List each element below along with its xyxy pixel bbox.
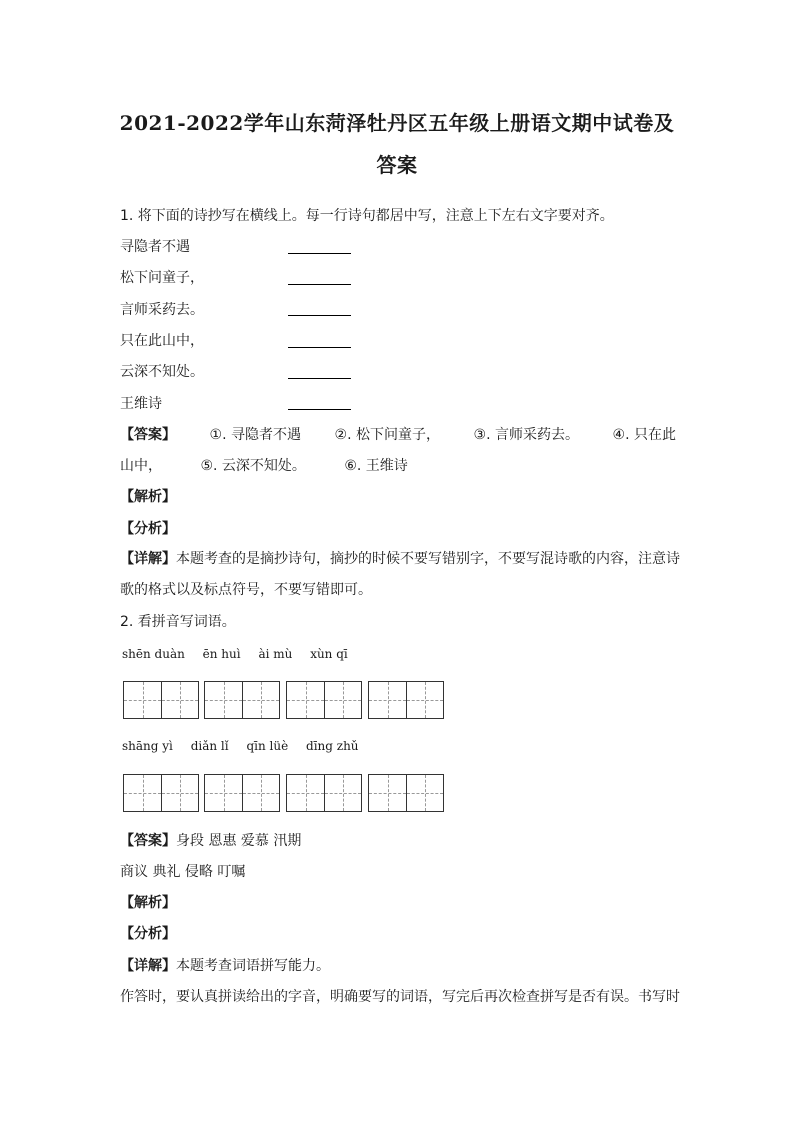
tianzige-cell[interactable] (161, 775, 198, 811)
tianzige-cell[interactable] (324, 682, 361, 718)
answer-blank-2[interactable] (288, 284, 351, 285)
tianzige-cell[interactable] (205, 775, 242, 811)
document-title (100, 102, 694, 186)
q1-answer-row-2 (120, 456, 442, 476)
tianzige-cell[interactable] (369, 775, 406, 811)
tianzige-cell[interactable] (287, 682, 324, 718)
answer-blank-3[interactable] (288, 315, 351, 316)
q2-prompt: 2. 看拼音写词语。 (120, 614, 236, 630)
q2-explanation-continued: 作答时，要认真拼读给出的字音，明确要写的词语，写完后再次检查拼写是否有误。书写时 (120, 989, 680, 1005)
pinyin-row-2 (122, 738, 373, 754)
tianzige-cell[interactable] (161, 682, 198, 718)
tianzige-box[interactable] (204, 774, 280, 812)
tianzige-box[interactable] (286, 681, 362, 719)
title-line-2: 答案 (376, 153, 418, 177)
pinyin-3: ài mù (258, 647, 293, 661)
title-line-1: 2021-2022学年山东菏泽牡丹区五年级上册语文期中试卷及 (119, 111, 675, 135)
answer-item-6: ⑥. 王维诗 (344, 458, 408, 474)
q1-answer-row-1 (120, 425, 676, 445)
q2-explanation (120, 956, 330, 976)
q1-explanation (120, 544, 680, 606)
poem-line-4: 只在此山中， (120, 333, 204, 349)
tianzige-cell[interactable] (406, 682, 443, 718)
q1-prompt: 1. 将下面的诗抄写在横线上。每一行诗句都居中写，注意上下左右文字要对齐。 (120, 208, 614, 224)
q2-fenxi-tag: 【分析】 (120, 926, 176, 942)
answer-item-1: ①. 寻隐者不遇 (209, 427, 301, 443)
pinyin-row-1 (122, 646, 362, 662)
answer-item-5: ⑤. 云深不知处。 (200, 458, 306, 474)
xiangjie-tag: 【详解】 (120, 551, 176, 567)
tianzige-cell[interactable] (124, 682, 161, 718)
poem-line-3: 言师采药去。 (120, 302, 204, 318)
poem-line-6: 王维诗 (120, 396, 162, 412)
answer-blank-4[interactable] (288, 347, 351, 348)
pinyin-7: qīn lüè (246, 739, 289, 753)
answer-item-2: ②. 松下问童子， (334, 427, 440, 443)
answer-tag: 【答案】 (120, 833, 176, 849)
tianzige-cell[interactable] (205, 682, 242, 718)
xiangjie-tag: 【详解】 (120, 958, 176, 974)
q2-answer-line-1 (120, 831, 301, 851)
answer-blank-5[interactable] (288, 378, 351, 379)
tianzige-cell[interactable] (406, 775, 443, 811)
tianzige-box[interactable] (286, 774, 362, 812)
answer-item-4-cont: 山中， (120, 458, 162, 474)
tianzige-cell[interactable] (287, 775, 324, 811)
poem-line-2: 松下问童子， (120, 270, 204, 286)
tianzige-cell[interactable] (324, 775, 361, 811)
q1-fenxi-tag: 【分析】 (120, 521, 176, 537)
tianzige-box[interactable] (123, 774, 199, 812)
poem-line-1: 寻隐者不遇 (120, 239, 190, 255)
answer-blank-1[interactable] (288, 253, 351, 254)
tianzige-box[interactable] (368, 774, 444, 812)
tianzige-cell[interactable] (242, 682, 279, 718)
tianzige-box[interactable] (123, 681, 199, 719)
q2-jiexi-tag: 【解析】 (120, 895, 176, 911)
q2-explanation-text: 本题考查词语拼写能力。 (176, 958, 330, 974)
pinyin-8: dīng zhǔ (306, 739, 359, 753)
pinyin-5: shāng yì (122, 739, 173, 753)
tianzige-box[interactable] (204, 681, 280, 719)
tianzige-cell[interactable] (369, 682, 406, 718)
tianzige-box[interactable] (368, 681, 444, 719)
pinyin-4: xùn qī (310, 647, 348, 661)
q2-answer-line-2: 商议 典礼 侵略 叮嘱 (120, 864, 246, 880)
tianzige-cell[interactable] (242, 775, 279, 811)
answer-tag: 【答案】 (120, 427, 176, 443)
pinyin-2: ēn huì (202, 647, 241, 661)
q1-jiexi-tag: 【解析】 (120, 489, 176, 505)
q2-answer-words-1: 身段 恩惠 爱慕 汛期 (176, 833, 302, 849)
answer-item-4: ④. 只在此 (612, 427, 676, 443)
answer-blank-6[interactable] (288, 409, 351, 410)
poem-line-5: 云深不知处。 (120, 364, 204, 380)
pinyin-1: shēn duàn (122, 647, 185, 661)
answer-item-3: ③. 言师采药去。 (473, 427, 579, 443)
pinyin-6: diǎn lǐ (190, 739, 229, 753)
tianzige-cell[interactable] (124, 775, 161, 811)
q1-explanation-text: 本题考查的是摘抄诗句，摘抄的时候不要写错别字，不要写混诗歌的内容，注意诗歌的格式以及标点符号，不要写错即可。 (120, 551, 680, 598)
